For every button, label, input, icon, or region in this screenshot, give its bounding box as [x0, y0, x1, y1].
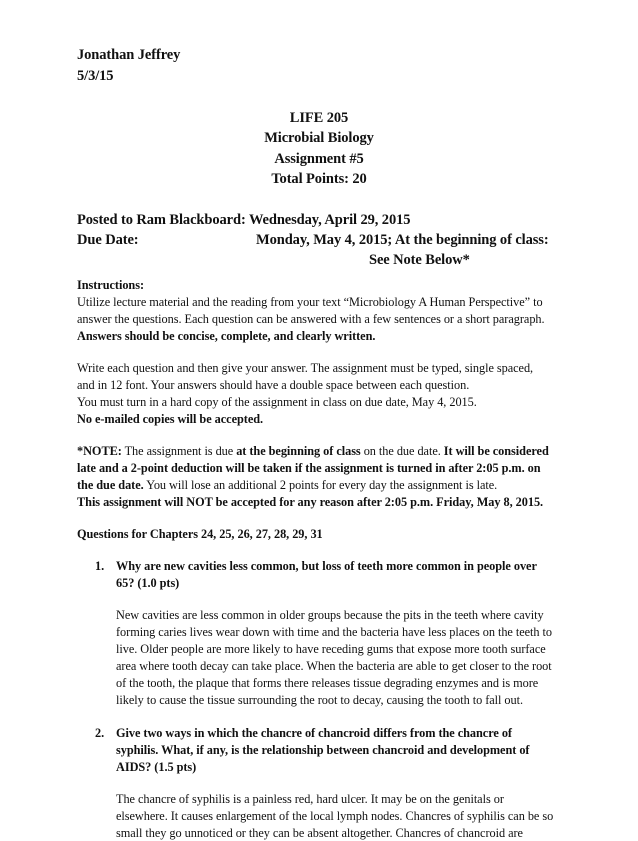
question-number: 2. [95, 726, 105, 740]
answer-line: forming caries lives wear down with time and the bacteria have less places on the teeth to [116, 625, 552, 639]
note-line [77, 478, 497, 493]
questions-heading: Questions for Chapters 24, 25, 26, 27, 28, 29, 31 [77, 527, 323, 541]
note-text: You will lose an additional 2 points for every day the assignment is late. [143, 478, 498, 492]
instructions-line: Write each question and then give your answer. The assignment must be typed, single spaced, [77, 361, 534, 375]
question-text: Give two ways in which the chancre of chancroid differs from the chancre of [116, 726, 512, 740]
posted-date: Posted to Ram Blackboard: Wednesday, April 29, 2015 [77, 212, 411, 228]
total-points: Total Points: 20 [271, 171, 367, 187]
answer-line: of the tooth, the plaque that forms there releases tissue degrading enzymes and is more [116, 676, 539, 690]
answer-line: New cavities are less common in older groups because the pits in the teeth where cavity [116, 608, 544, 622]
instructions-line: You must turn in a hard copy of the assignment in class on due date, May 4, 2015. [77, 395, 477, 409]
assignment-number: Assignment #5 [274, 151, 364, 167]
answer-line: area where tooth decay can take place. When the bacteria are able to get closer to the root [116, 659, 552, 673]
instructions-line: Answers should be concise, complete, and clearly written. [77, 329, 376, 343]
note-line: This assignment will NOT be accepted for any reason after 2:05 p.m. Friday, May 8, 2015. [77, 495, 544, 509]
instructions-line: answer the questions. Each question can be answered with a few sentences or a short paragraph. [77, 312, 545, 326]
note-text: on the due date. [360, 444, 444, 458]
question-text: Why are new cavities less common, but loss of teeth more common in people over [116, 559, 537, 573]
note-text: The assignment is due [121, 444, 237, 458]
question-text: syphilis. What, if any, is the relationship between chancroid and development of [116, 743, 530, 757]
document-date: 5/3/15 [77, 68, 114, 84]
question-text: 65? (1.0 pts) [116, 576, 180, 590]
answer-line: small they go unnoticed or they can be absent altogether. Chancres of chancroid are [116, 826, 523, 840]
answer-line: The chancre of syphilis is a painless red, hard ulcer. It may be on the genitals or [116, 792, 504, 806]
course-name: Microbial Biology [264, 130, 374, 146]
instructions-line: and in 12 font. Your answers should have a double space between each question. [77, 378, 470, 392]
instructions-line: No e-mailed copies will be accepted. [77, 412, 264, 426]
course-code: LIFE 205 [289, 110, 349, 126]
note-text: the due date. [77, 478, 144, 492]
note-text: It will be considered [443, 444, 549, 458]
answer-line: likely to cause the tissue surrounding the root to decay, causing the tooth to fall out. [116, 693, 524, 707]
question-number: 1. [95, 559, 105, 573]
author-name: Jonathan Jeffrey [77, 47, 181, 63]
answer-line: live. Older people are more likely to have receding gums that expose more tooth surface [116, 642, 546, 656]
answer-line: elsewhere. It causes enlargement of the local lymph nodes. Chancres of syphilis can be so [116, 809, 554, 823]
due-date-value: Monday, May 4, 2015; At the beginning of class: [256, 232, 549, 248]
note-line: late and a 2-point deduction will be taken if the assignment is turned in after 2:05 p.m. on [77, 461, 541, 475]
instructions-line: Utilize lecture material and the reading from your text “Microbiology A Human Perspective” to [77, 295, 543, 309]
instructions-heading: Instructions: [77, 278, 144, 292]
see-note: See Note Below* [369, 252, 470, 268]
due-date-label: Due Date: [77, 232, 139, 248]
question-text: AIDS? (1.5 pts) [116, 760, 197, 774]
note-label: *NOTE: [77, 444, 122, 458]
note-text: at the beginning of class [236, 444, 361, 458]
note-line [77, 444, 549, 459]
